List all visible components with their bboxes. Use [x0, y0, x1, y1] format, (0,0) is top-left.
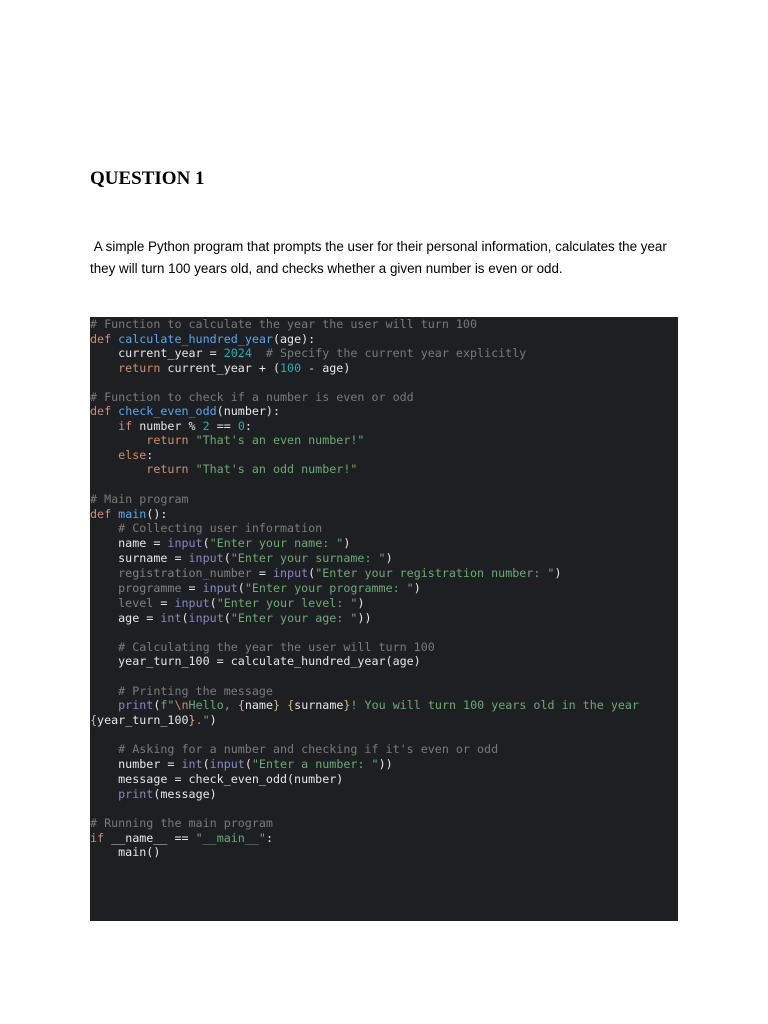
code-line — [90, 611, 372, 625]
code-token: \n — [174, 698, 189, 712]
code-token: "That's an odd number!" — [195, 462, 358, 476]
code-token: input — [188, 610, 224, 625]
code-token: : — [146, 447, 154, 462]
code-token: check_even_odd — [118, 404, 217, 418]
code-block — [90, 317, 678, 921]
code-line — [90, 831, 273, 845]
code-line — [90, 787, 217, 801]
code-token: ) — [209, 713, 217, 727]
code-token: "Enter your name: " — [209, 536, 344, 550]
code-token: ( — [237, 580, 245, 595]
code-token: } — [273, 698, 281, 712]
code-line — [90, 448, 153, 462]
code-token: } — [188, 713, 196, 727]
code-token: # Function to calculate the year the user will turn 100 — [90, 317, 478, 331]
code-line — [90, 551, 393, 565]
code-line — [90, 566, 562, 580]
code-token: = — [251, 566, 273, 580]
code-token: name — [244, 698, 274, 712]
code-token: # Function to check if a number is even or odd — [90, 389, 414, 404]
code-token: 2 — [202, 418, 210, 433]
code-token: def — [90, 404, 119, 418]
code-token: surname = — [90, 551, 189, 565]
code-token: (): — [146, 506, 168, 521]
code-token: "Enter your surname: " — [230, 551, 386, 565]
code-line — [90, 492, 189, 506]
code-token: def — [90, 331, 119, 346]
code-line — [90, 433, 364, 447]
code-line — [90, 713, 217, 727]
code-token: return — [90, 360, 168, 375]
code-token: else — [90, 447, 147, 462]
code-token: return — [90, 433, 196, 447]
code-token: )) — [378, 757, 393, 771]
code-token: = — [153, 595, 175, 610]
code-token: year_turn_100 — [97, 713, 189, 727]
code-token: def — [90, 506, 119, 521]
code-token: if — [90, 830, 112, 845]
code-token: { — [287, 698, 295, 712]
code-token: number % — [139, 418, 203, 433]
code-token: } — [343, 698, 351, 712]
code-token: level — [90, 595, 154, 610]
code-token: input — [209, 757, 245, 771]
code-token: # Calculating the year the user will turn 100 — [90, 639, 435, 654]
code-token: return — [90, 462, 196, 476]
code-token: # Asking for a number and checking if it's even or odd — [90, 741, 499, 756]
code-token: "Enter your level: " — [216, 595, 358, 610]
code-line — [90, 390, 414, 404]
code-token: ( — [202, 757, 210, 771]
question-heading: QUESTION 1 — [90, 168, 205, 189]
code-token: ) — [343, 536, 351, 550]
code-token: Hello, — [188, 698, 238, 712]
code-token: { — [90, 713, 98, 727]
code-line — [90, 742, 498, 756]
code-token: 2024 — [223, 346, 252, 360]
code-token: == — [209, 418, 238, 433]
code-token: ( — [181, 610, 189, 625]
code-token: main() — [90, 845, 161, 859]
code-token: current_year = — [90, 346, 224, 360]
code-token: ( — [308, 566, 316, 580]
code-line — [90, 757, 393, 771]
code-token: if — [90, 418, 140, 433]
code-line — [90, 346, 526, 360]
code-token: "Enter your programme: " — [244, 580, 414, 595]
intro-paragraph: A simple Python program that prompts the user for their personal information, calculates the year they will turn 100 years old, and checks whether a given number is even or odd. — [90, 239, 671, 276]
code-token: ) — [385, 551, 393, 565]
code-token: input — [272, 566, 309, 580]
code-token: # Specify the current year explicitly — [251, 346, 527, 360]
code-token: input — [167, 536, 203, 550]
code-token: int — [181, 757, 203, 771]
code-line — [90, 596, 364, 610]
code-token: : — [244, 418, 252, 433]
code-token: ) — [554, 566, 562, 580]
code-token: input — [174, 595, 210, 610]
code-token: # Collecting user information — [90, 521, 323, 535]
code-token: calculate_hundred_year — [118, 331, 273, 346]
code-token: message = check_even_odd(number) — [90, 772, 344, 786]
code-token: print — [90, 786, 154, 801]
code-token: { — [237, 698, 245, 712]
code-token: # Printing the message — [90, 683, 273, 698]
code-line — [90, 419, 252, 433]
code-token: "That's an even number!" — [195, 433, 365, 447]
code-token: ) — [357, 595, 365, 610]
code-token: programme — [90, 580, 182, 595]
code-token: ! You will turn 100 years old in the year — [350, 698, 639, 712]
code-line — [90, 462, 357, 476]
code-line — [90, 507, 167, 521]
code-token: ) — [413, 580, 421, 595]
code-token: input — [202, 580, 238, 595]
code-token: = — [181, 580, 203, 595]
code-token: ( — [153, 698, 161, 712]
code-token: main — [118, 506, 147, 521]
code-token: number = — [90, 757, 182, 771]
code-token: year_turn_100 = calculate_hundred_year(age) — [90, 654, 421, 668]
code-line — [90, 816, 273, 830]
code-line — [90, 332, 315, 346]
code-token: "Enter your age: " — [230, 610, 358, 625]
code-token: name = — [90, 536, 168, 550]
code-line — [90, 581, 421, 595]
code-line — [90, 845, 160, 859]
code-token: : — [265, 830, 273, 845]
code-token: registration_number — [90, 566, 252, 580]
code-token: - age) — [301, 360, 351, 375]
code-token: "Enter your registration number: " — [315, 566, 555, 580]
code-line — [90, 361, 350, 375]
code-token: # Main program — [90, 492, 189, 506]
code-line — [90, 521, 322, 535]
code-line — [90, 640, 435, 654]
code-token: ( — [244, 757, 252, 771]
code-token: ( — [223, 610, 231, 625]
code-token: ( — [209, 595, 217, 610]
code-line — [90, 684, 273, 698]
code-line — [90, 654, 421, 668]
code-token: __name__ == — [111, 830, 196, 845]
code-token: ( — [202, 536, 210, 550]
code-token: print — [90, 698, 154, 712]
code-token: ( — [223, 551, 231, 565]
code-token: input — [188, 551, 224, 565]
code-token: surname — [294, 698, 344, 712]
code-line — [90, 317, 477, 331]
code-token: 0 — [237, 418, 245, 433]
code-token: )) — [357, 610, 372, 625]
code-line — [90, 698, 639, 712]
code-token: (number): — [216, 404, 281, 418]
code-token: age = — [90, 610, 161, 625]
code-token: int — [160, 610, 182, 625]
code-token: ." — [195, 713, 210, 727]
code-token: # Running the main program — [90, 815, 273, 830]
code-token: "__main__" — [195, 830, 266, 845]
code-token: f" — [160, 698, 175, 712]
code-line — [90, 404, 280, 418]
code-token: 100 — [280, 360, 302, 375]
code-line — [90, 772, 343, 786]
code-token: (age): — [272, 331, 316, 346]
code-token: (message) — [153, 786, 217, 801]
code-token: current_year + ( — [167, 360, 280, 375]
code-line — [90, 536, 350, 550]
code-token: "Enter a number: " — [251, 757, 379, 771]
